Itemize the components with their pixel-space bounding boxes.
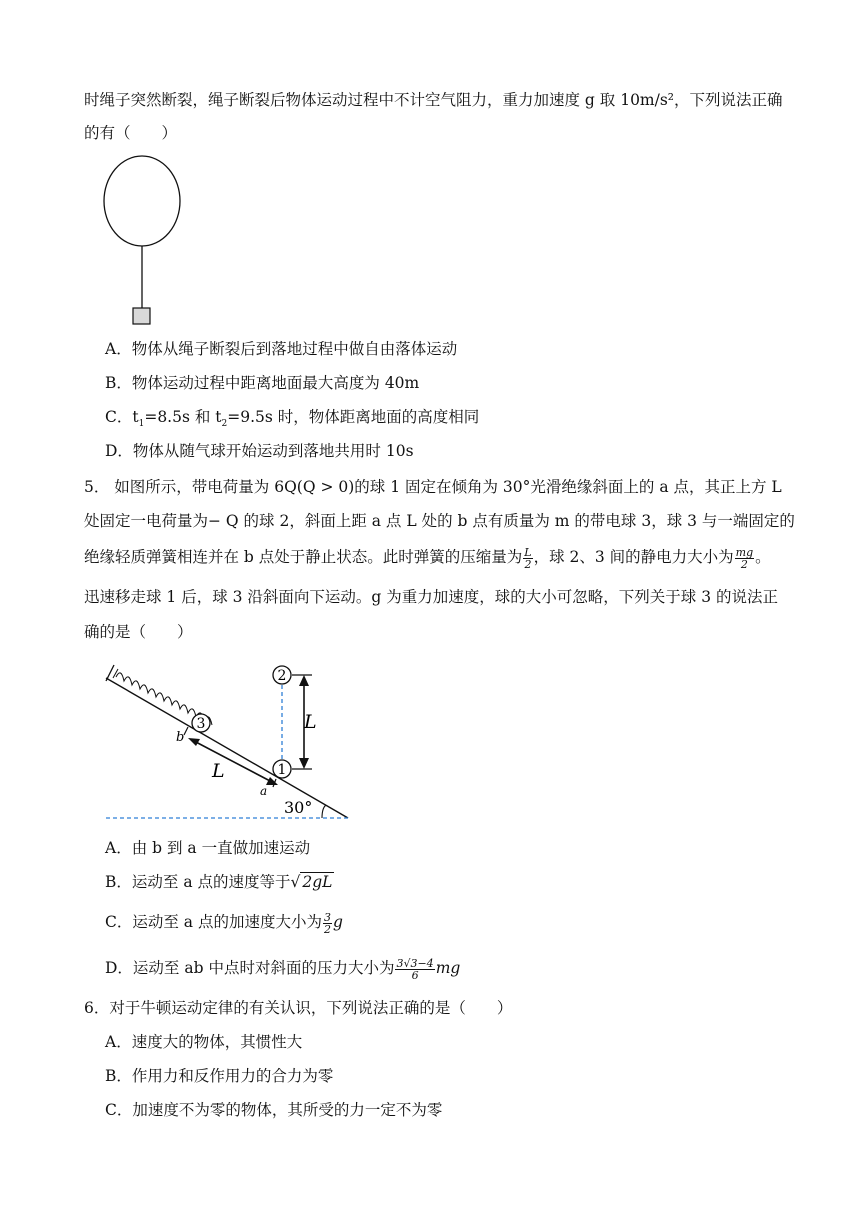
fraction-3-over-2: $\frac{3}{2}$ — [323, 910, 331, 936]
q5-stem-line5: 确的是（ ） — [84, 623, 193, 641]
label-l-slope: L — [212, 760, 225, 782]
q5-option-d: D．运动至 ab 中点时对斜面的压力大小为 $\frac{3√3-4}{6}$ mg — [105, 956, 461, 982]
q6-option-b: B．作用力和反作用力的合力为零 — [105, 1067, 334, 1085]
label-a: a — [260, 784, 268, 798]
q5-option-b: B．运动至 a 点的速度等于√ 2gL — [105, 873, 333, 891]
q4-stem-line2: 的有（ ） — [84, 124, 178, 142]
svg-text:3: 3 — [196, 716, 206, 732]
incline-line — [106, 678, 348, 818]
sqrt-2gl: 2gL — [302, 873, 333, 891]
q4-stem-line1: 时绳子突然断裂，绳子断裂后物体运动过程中不计空气阻力，重力加速度 g 取 10m/s²，下列说法正确 — [84, 91, 783, 109]
balloon-shape — [104, 156, 180, 246]
q4-option-c: C．$t_1=8.5s$ 和 $t_2=9.5s$ 时，物体距离地面的高度相同 — [105, 408, 480, 430]
q5-option-c: C．运动至 a 点的加速度大小为 $\frac{3}{2}$ g — [105, 910, 343, 936]
fraction-3sqrt3-minus-4-over-6: $\frac{3√3-4}{6}$ — [396, 956, 434, 982]
q4-option-a: A．物体从绳子断裂后到落地过程中做自由落体运动 — [105, 340, 458, 358]
q4-option-d: D．物体从随气球开始运动到落地共用时 10s — [105, 442, 414, 460]
angle-arc — [322, 805, 326, 818]
svg-text:1: 1 — [277, 762, 287, 778]
label-l-vertical: L — [304, 711, 317, 733]
label-b: b — [176, 730, 185, 745]
incline-figure — [96, 655, 356, 825]
q5-option-a: A．由 b 到 a 一直做加速运动 — [105, 839, 311, 857]
q6-stem: 6．对于牛顿运动定律的有关认识，下列说法正确的是（ ） — [84, 999, 513, 1017]
object-block — [133, 308, 150, 324]
q6-option-a: A．速度大的物体，其惯性大 — [105, 1033, 303, 1051]
svg-text:2: 2 — [277, 668, 287, 684]
fraction-l-over-2: $\frac{L}{2}$ — [524, 545, 532, 571]
q6-option-c: C．加速度不为零的物体，其所受的力一定不为零 — [105, 1101, 443, 1119]
balloon-figure — [96, 150, 196, 330]
angle-label: 30° — [284, 798, 313, 817]
q5-stem-line3: 绝缘轻质弹簧相连并在 b 点处于静止状态。此时弹簧的压缩量为 $\frac{L}{2}$ ，球 2、3 间的静电力大小为 $\frac{mg}{2}$ 。 — [84, 545, 771, 571]
fraction-mg-over-2: $\frac{mg}{2}$ — [735, 545, 754, 571]
q4-option-b: B．物体运动过程中距离地面最大高度为 40m — [105, 374, 420, 392]
q5-stem-line2: 处固定一电荷量为− Q 的球 2，斜面上距 a 点 L 处的 b 点有质量为 m 的带电球 3，球 3 与一端固定的 — [84, 512, 795, 530]
q5-stem-line4: 迅速移走球 1 后，球 3 沿斜面向下运动。g 为重力加速度，球的大小可忽略，下列关于球 3 的说法正 — [84, 588, 778, 606]
q5-stem-line1: 5． 如图所示，带电荷量为 6Q(Q > 0)的球 1 固定在倾角为 30°光滑绝缘斜面上的 a 点，其正上方 L — [84, 478, 782, 496]
